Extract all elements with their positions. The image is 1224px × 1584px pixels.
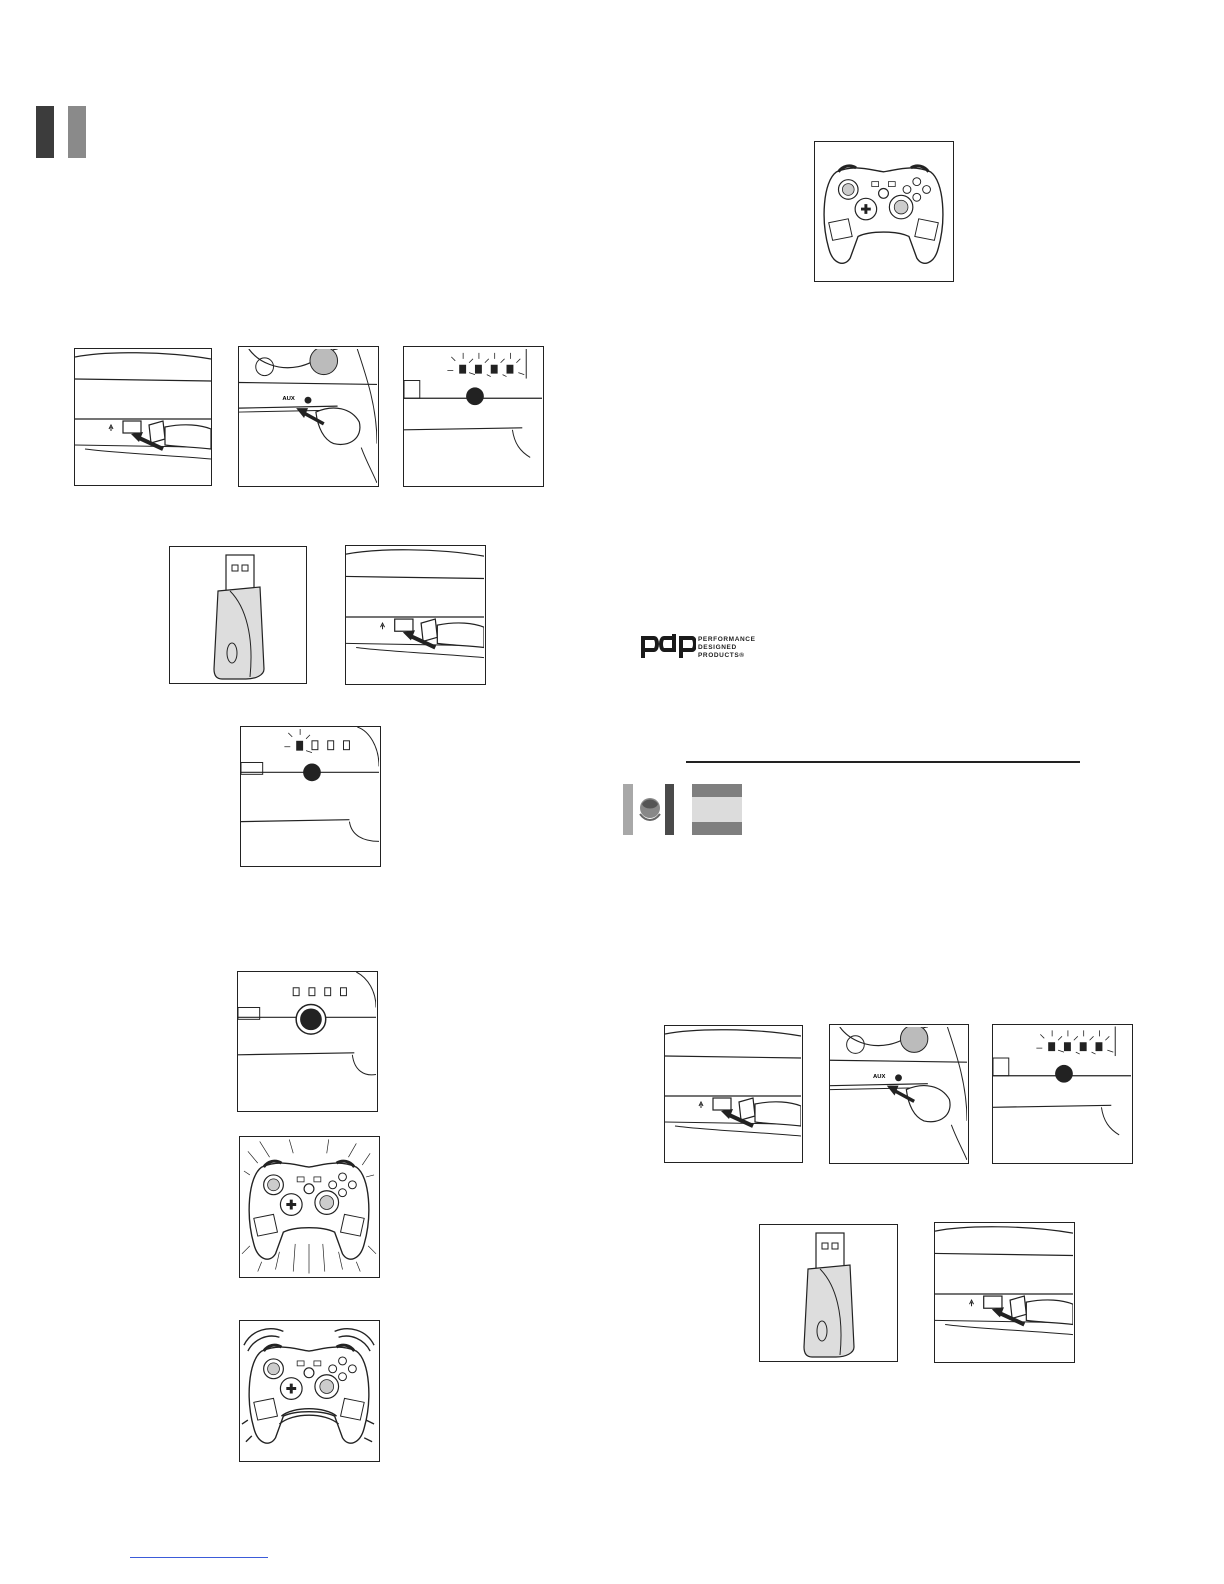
controller-illustration bbox=[814, 141, 954, 282]
flag-stripe-dark bbox=[665, 784, 674, 835]
tagline-line: PRODUCTS® bbox=[698, 652, 745, 659]
section-tab-mid bbox=[68, 106, 86, 158]
flag-band-middle bbox=[692, 797, 742, 822]
console-power-button-illustration bbox=[237, 971, 378, 1112]
mexican-seal-icon bbox=[636, 792, 664, 826]
pdp-logo bbox=[640, 632, 696, 660]
console-usb-plug-illustration bbox=[664, 1025, 803, 1163]
console-leds-blinking-illustration bbox=[992, 1024, 1133, 1164]
link-underline[interactable] bbox=[130, 1557, 268, 1558]
controller-cable-illustration bbox=[238, 346, 379, 487]
pdp-tagline bbox=[698, 636, 756, 660]
section-tab-dark bbox=[36, 106, 54, 158]
section-divider bbox=[686, 761, 1080, 763]
tagline-line: PERFORMANCE bbox=[698, 636, 756, 643]
console-leds-blinking-illustration bbox=[403, 346, 544, 487]
controller-vibrate-illustration bbox=[239, 1320, 380, 1462]
controller-glow-illustration bbox=[239, 1136, 380, 1278]
flag-stripe-light bbox=[623, 784, 633, 835]
console-usb-plug-illustration bbox=[345, 545, 486, 685]
flag-band-top bbox=[692, 784, 742, 797]
console-usb-plug-illustration bbox=[934, 1222, 1075, 1363]
console-usb-plug-illustration bbox=[74, 348, 212, 486]
usb-dongle-illustration bbox=[759, 1224, 898, 1362]
flag-band-bottom bbox=[692, 822, 742, 835]
console-single-led-illustration bbox=[240, 726, 381, 867]
usb-dongle-illustration bbox=[169, 546, 307, 684]
tagline-line: DESIGNED bbox=[698, 644, 737, 651]
controller-cable-illustration bbox=[829, 1024, 969, 1164]
